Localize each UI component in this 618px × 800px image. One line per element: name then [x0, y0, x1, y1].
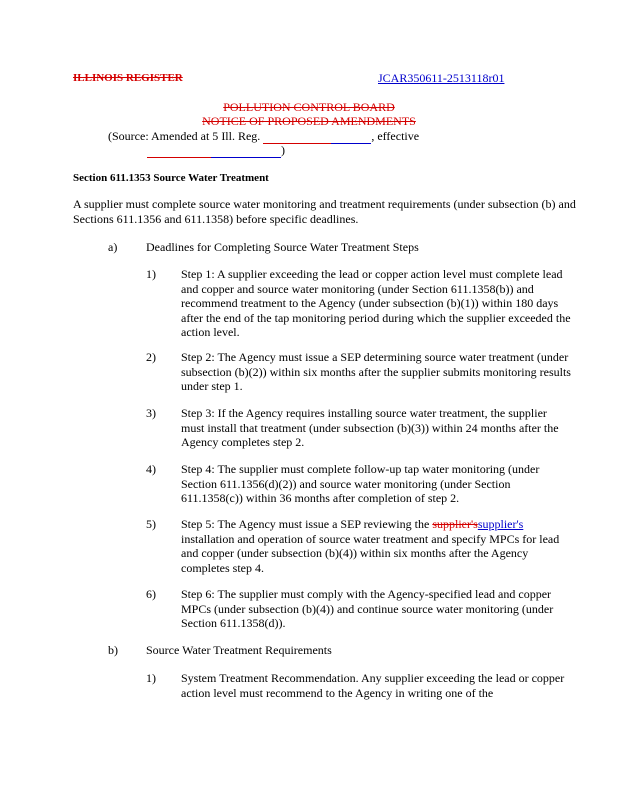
subsection-b-label: b): [108, 643, 118, 657]
reg-blank: [263, 131, 331, 144]
source-text: (Source: Amended at 5: [108, 129, 219, 143]
inserted-text: supplier's: [477, 517, 524, 531]
effective-blank-inserted: [211, 145, 281, 158]
step-1-text: Step 1: A supplier exceeding the lead or copper action level must complete lead and copper and source water monitoring (under Section 611.1358(b)) and recommend treatment to the Agency (under subsection (b)(1)) within 180 days after the end of the tap monitoring period during which the supplier exceeded the action level.: [181, 267, 571, 339]
effective-text: , effective: [371, 129, 420, 143]
board-name: POLLUTION CONTROL BOARD: [223, 100, 395, 114]
notice-title: NOTICE OF PROPOSED AMENDMENTS: [202, 114, 416, 128]
step-5-text: [181, 517, 571, 575]
reg-blank-inserted: [331, 131, 371, 144]
item-number: 3): [146, 406, 156, 420]
effective-line: [147, 143, 285, 158]
section-intro: A supplier must complete source water monitoring and treatment requirements (under subsection (b) and Sections 611.1356 and 611.1358) before specific deadlines.: [73, 197, 576, 226]
source-close: ): [281, 143, 285, 157]
step-6-text: Step 6: The supplier must comply with the Agency-specified lead and copper MPCs (under subsection (b)(4)) and continue source water monitoring (under Section 611.1358(d)).: [181, 587, 554, 630]
subsection-b-title: Source Water Treatment Requirements: [146, 643, 332, 657]
treatment-recommendation-text: System Treatment Recommendation. Any supplier exceeding the lead or copper action level must recommend to the Agency in writing one of the: [181, 671, 565, 700]
jcar-suffix: 01: [492, 71, 505, 85]
deleted-text: supplier's: [432, 517, 478, 531]
source-line: [108, 129, 419, 144]
item-number: 1): [146, 267, 156, 281]
step-5-after: installation and operation of source water treatment and specify MPCs for lead and copper (under subsection (b)(4)) within six months after the Agency completes step 4.: [181, 531, 560, 575]
jcar-header: [378, 71, 504, 86]
step-2-text: Step 2: The Agency must issue a SEP determining source water treatment (under subsection (b)(2)) within six months after the supplier submits monitoring results under step 1.: [181, 350, 571, 393]
subsection-a-label: a): [108, 240, 118, 254]
item-number: 6): [146, 587, 156, 601]
step-5-before: Step 5: The Agency must issue a SEP reviewing the: [181, 517, 433, 531]
effective-blank: [147, 145, 211, 158]
step-3-text: Step 3: If the Agency requires installing source water treatment, the supplier must install that treatment (under subsection (b)(3)) within 24 months after the Agency completes step 2.: [181, 406, 559, 449]
item-number: 2): [146, 350, 156, 364]
item-number: 1): [146, 671, 156, 685]
register-header: ILLINOIS REGISTER: [73, 72, 183, 84]
source-reg: Ill. Reg.: [218, 129, 264, 143]
item-number: 4): [146, 462, 156, 476]
subsection-a-title: Deadlines for Completing Source Water Treatment Steps: [146, 240, 419, 254]
item-number: 5): [146, 517, 156, 531]
jcar-code: JCAR350611-2513118r: [378, 71, 493, 85]
section-heading: Section 611.1353 Source Water Treatment: [73, 172, 269, 184]
step-4-text: Step 4: The supplier must complete follow-up tap water monitoring (under Section 611.1356(d)(2)) and source water monitoring (under Section 611.1358(c)) within 36 months after completion of step 2.: [181, 462, 540, 505]
